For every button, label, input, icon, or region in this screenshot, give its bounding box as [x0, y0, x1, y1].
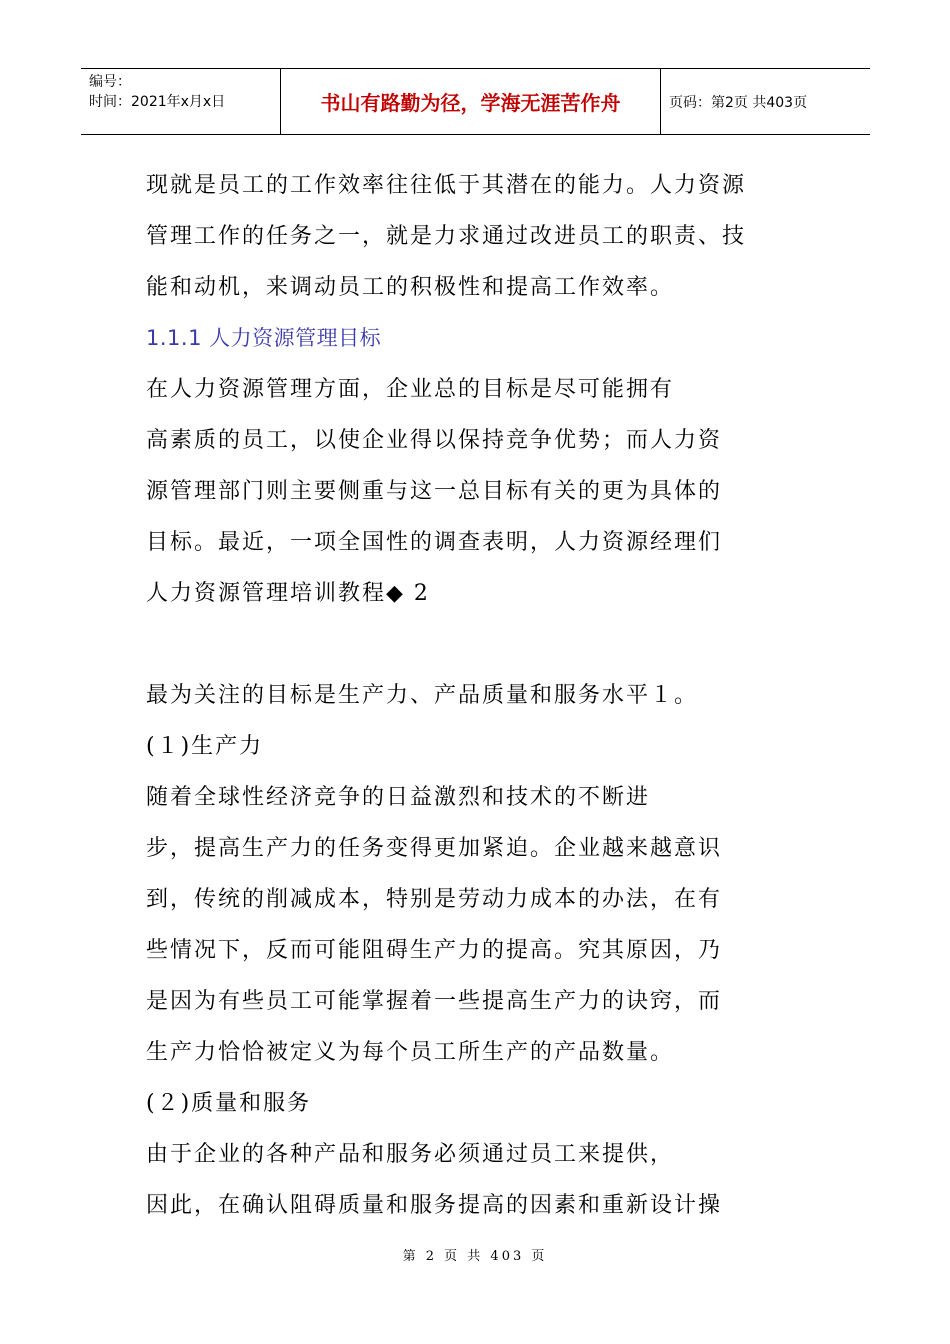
header-meta [81, 69, 281, 134]
body-line: 是因为有些员工可能掌握着一些提高生产力的诀窍，而 [146, 989, 723, 1014]
body-line: 步，提高生产力的任务变得更加紧迫。企业越来越意识 [146, 836, 723, 861]
body-line: 在人力资源管理方面，企业总的目标是尽可能拥有 [146, 377, 675, 402]
number-label: 编号： [89, 74, 131, 90]
body-line: 源管理部门则主要侧重与这一总目标有关的更为具体的 [146, 479, 723, 504]
body-line: 能和动机，来调动员工的积极性和提高工作效率。 [146, 275, 675, 300]
body-line: 高素质的员工，以使企业得以保持竞争优势；而人力资 [146, 428, 723, 453]
page-header [81, 68, 870, 135]
body-line: 现就是员工的工作效率往往低于其潜在的能力。人力资源 [146, 173, 747, 198]
body-line: 管理工作的任务之一，就是力求通过改进员工的职责、技 [146, 224, 747, 249]
body-line: 些情况下，反而可能阻碍生产力的提高。究其原因，乃 [146, 938, 723, 963]
body-line: 随着全球性经济竞争的日益激烈和技术的不断进 [146, 785, 651, 810]
body-line: 最为关注的目标是生产力、产品质量和服务水平１。 [146, 683, 699, 708]
header-motto: 书山有路勤为径，学海无涯苦作舟 [281, 69, 661, 134]
section-heading: 1.1.1 人力资源管理目标 [146, 326, 382, 350]
page-footer: 第 2 页 共 403 页 [402, 1249, 548, 1264]
date-label: 时间：2021年x月x日 [89, 94, 226, 110]
subsection-heading: (２)质量和服务 [146, 1091, 312, 1116]
body-line: 因此，在确认阻碍质量和服务提高的因素和重新设计操 [146, 1193, 723, 1218]
blank-line [146, 619, 806, 670]
body-line: 生产力恰恰被定义为每个员工所生产的产品数量。 [146, 1040, 675, 1065]
subsection-heading: (１)生产力 [146, 734, 264, 759]
body-line: 由于企业的各种产品和服务必须通过员工来提供， [146, 1142, 675, 1167]
document-body [146, 160, 806, 1231]
body-line: 到，传统的削减成本，特别是劳动力成本的办法，在有 [146, 887, 723, 912]
header-page-info: 页码：第2页 共403页 [669, 94, 808, 111]
body-line: 目标。最近，一项全国性的调查表明，人力资源经理们 [146, 530, 723, 555]
body-line: 人力资源管理培训教程◆ 2 [146, 581, 430, 606]
